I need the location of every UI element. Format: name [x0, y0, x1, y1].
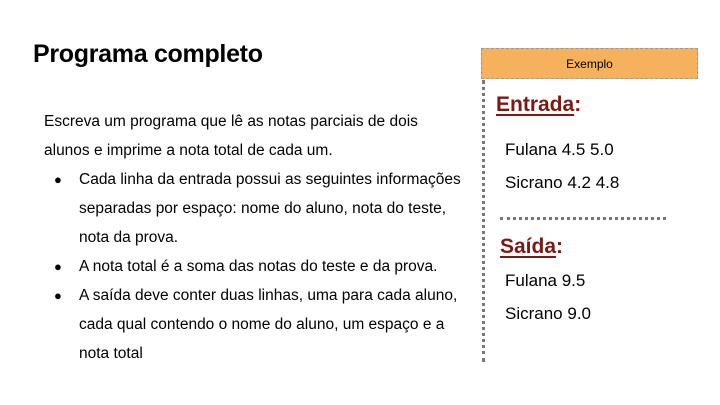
output-heading — [500, 235, 563, 259]
description-intro: Escreva um programa que lê as notas parciais de dois alunos e imprime a nota total de cada um. — [44, 113, 418, 159]
input-heading — [496, 93, 581, 117]
horizontal-dotted-divider — [500, 217, 666, 220]
bullet-icon: ● — [54, 288, 62, 303]
requirement-item — [44, 165, 464, 252]
input-line: Sicrano 4.2 4.8 — [505, 173, 620, 192]
output-line: Sicrano 9.0 — [505, 304, 591, 323]
requirement-text: A saída deve conter duas linhas, uma para cada aluno, cada qual contendo o nome do aluno, um espaço e a nota total — [79, 287, 458, 362]
input-line: Fulana 4.5 5.0 — [505, 140, 614, 159]
bullet-icon: ● — [54, 259, 62, 274]
example-label: Exemplo — [566, 56, 613, 71]
example-label-box — [481, 48, 698, 79]
problem-description — [44, 107, 464, 368]
input-heading-text: Entrada — [496, 93, 575, 116]
bullet-icon: ● — [54, 172, 62, 187]
vertical-dotted-divider — [482, 80, 485, 362]
requirements-list — [44, 165, 464, 368]
heading-colon: : — [556, 235, 564, 258]
requirement-item — [44, 281, 464, 368]
page-title: Programa completo — [33, 40, 263, 68]
requirement-item — [44, 252, 464, 281]
requirement-text: A nota total é a soma das notas do teste e da prova. — [79, 258, 438, 275]
output-heading-text: Saída — [500, 235, 557, 258]
requirement-text: Cada linha da entrada possui as seguintes informações separadas por espaço: nome do aluno, nota do teste, nota da prova. — [79, 171, 461, 246]
output-line: Fulana 9.5 — [505, 271, 586, 290]
heading-colon: : — [574, 93, 582, 116]
